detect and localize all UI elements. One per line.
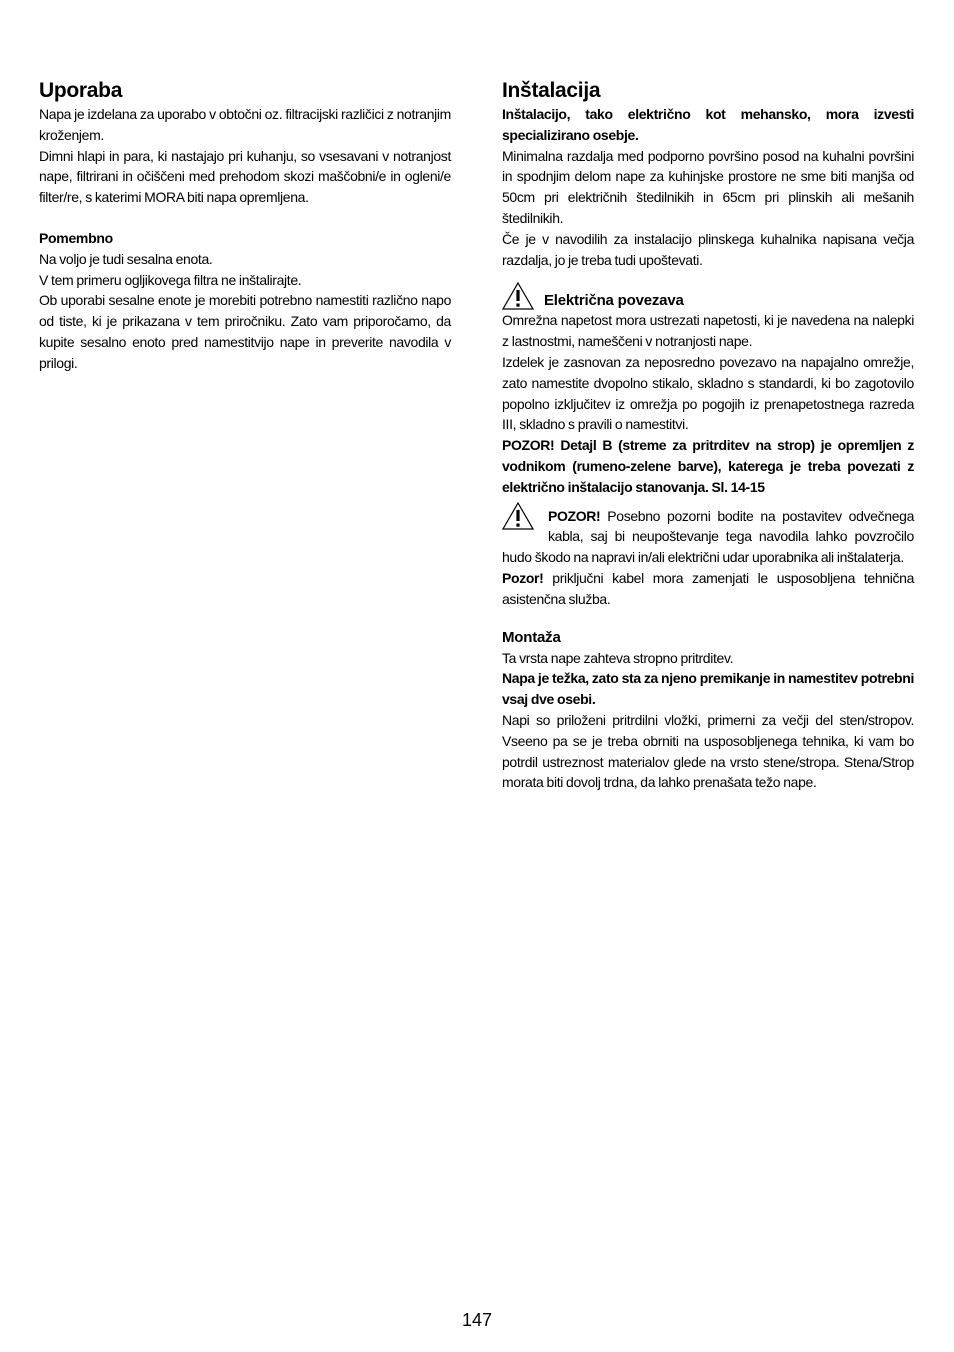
bold-paragraph: Napa je težka, zato sta za njeno premikanje in namestitev potrebni vsaj dve osebi. xyxy=(502,670,914,708)
note-text: priključni kabel mora zamenjati le usposobljena tehnična asistenčna služba. xyxy=(502,569,914,607)
paragraph: Če je v navodilih za instalacijo plinskega kuhalnika napisana večja razdalja, jo je treba tudi upoštevati. xyxy=(502,230,914,268)
warning-text: Posebno pozorni bodite na postavitev odvečnega kabla, saj bi neupoštevanje tega navodila lahko povzročilo hudo škodo na napravi in/ali električni udar uporabnika ali inštalaterja. xyxy=(502,507,914,566)
paragraph: V tem primeru ogljikovega filtra ne inštalirajte. xyxy=(39,271,302,288)
warning-icon xyxy=(502,502,534,530)
subheading-pomembno: Pomembno xyxy=(39,229,113,246)
paragraph: Omrežna napetost mora ustrezati napetosti, ki je navedena na nalepki z lastnostmi, nameščeni v notranjosti nape. xyxy=(502,312,914,350)
note-label: Pozor! xyxy=(502,569,544,586)
section-heading-uporaba: Uporaba xyxy=(39,79,123,102)
paragraph: Napa je izdelana za uporabo v obtočni oz. filtracijski različici z notranjim kroženjem. xyxy=(39,106,451,143)
paragraph: Na voljo je tudi sesalna enota. xyxy=(39,250,213,267)
paragraph: Izdelek je zasnovan za neposredno povezavo na napajalno omrežje, zato namestite dvopolno stikalo, skladno s standardi, ki bo zagotovilo popolno izključitev iz omrežja po pogojih iz prenapetostnega razreda III, skladno s pravili o namestitvi. xyxy=(502,353,914,433)
paragraph: Minimalna razdalja med podporno površino posod na kuhalni površini in spodnjim delom nape za kuhinjske prostore ne sme biti manjša od 50cm pri električnih štedilnikih in 65cm pri plinskih ali mešanih štedilnikih. xyxy=(502,147,914,226)
intro-bold-paragraph: Inštalacijo, tako električno kot mehansko, mora izvesti specializirano osebje. xyxy=(502,106,914,143)
bold-warning-paragraph: POZOR! Detajl B (streme za pritrditev na strop) je opremljen z vodnikom (rumeno-zelene barve), katerega je treba povezati z električno inštalacijo stanovanja. Sl. 14-15 xyxy=(502,437,914,495)
subheading-elektricna-povezava: Električna povezava xyxy=(544,292,684,310)
warning-label: POZOR! xyxy=(548,507,601,524)
note-paragraph xyxy=(502,568,914,610)
page-number: 147 xyxy=(461,1310,493,1330)
electric-heading-row xyxy=(502,282,914,310)
warning-icon xyxy=(502,282,534,310)
section-heading-instalacija: Inštalacija xyxy=(502,79,601,102)
warning-paragraph xyxy=(502,506,914,568)
right-column xyxy=(502,78,914,793)
paragraph: Ob uporabi sesalne enote je morebiti potrebno namestiti različno napo od tiste, ki je prikazana v tem priročniku. Zato vam priporočamo, da kupite sesalno enoto pred namestitvijo nape in preverite navodila v prilogi. xyxy=(39,292,451,371)
paragraph: Napi so priloženi pritrdilni vložki, primerni za večji del sten/stropov. Vseeno pa se je treba obrniti na usposobljenega tehnika, ki vam bo potrdil ustreznost materialov glede na vrsto stene/stropa. Stena/Strop morata biti dovolj trdna, da lahko prenašata težo nape. xyxy=(502,711,914,791)
paragraph: Dimni hlapi in para, ki nastajajo pri kuhanju, so vsesavani v notranjost nape, filtrirani in očiščeni med prehodom skozi maščobni/e in ogleni/e filter/re, s katerimi MORA biti napa opremljena. xyxy=(39,147,451,206)
subheading-montaza: Montaža xyxy=(502,628,561,646)
left-column xyxy=(39,78,451,374)
paragraph: Ta vrsta nape zahteva stropno pritrditev. xyxy=(502,649,734,666)
